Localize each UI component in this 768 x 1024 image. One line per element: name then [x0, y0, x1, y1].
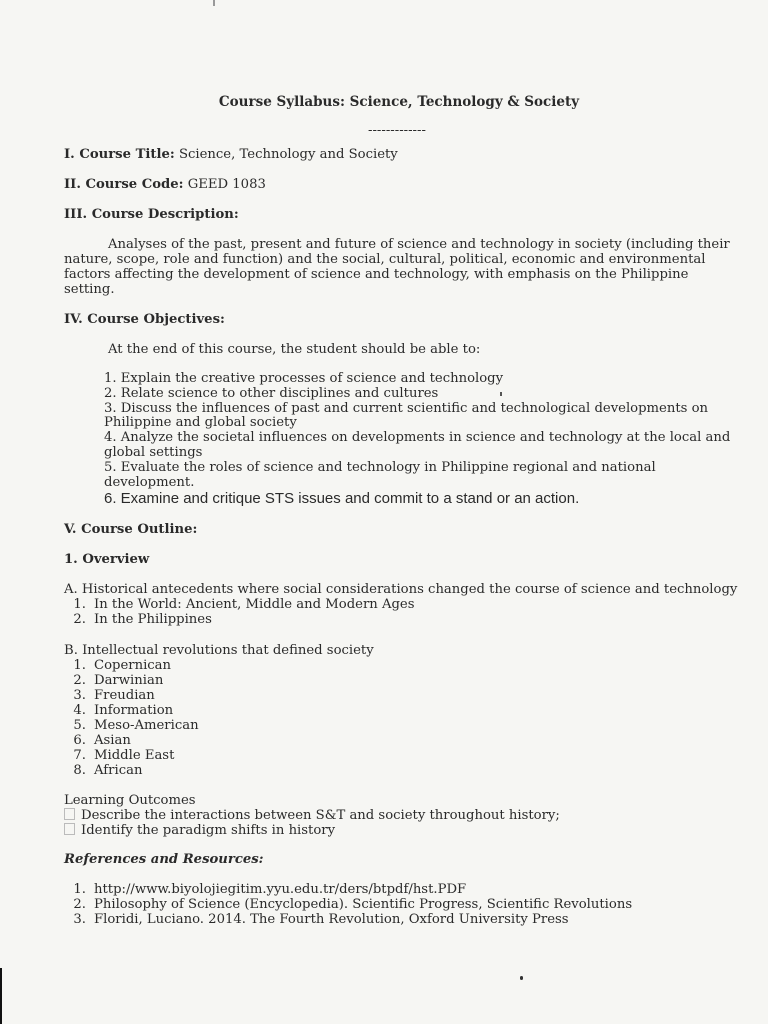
title-divider: ------------- [368, 123, 426, 138]
course-title-label: I. Course Title: [64, 147, 175, 162]
references-heading: References and Resources: [64, 852, 264, 867]
list-item: 6. Asian [73, 733, 131, 748]
reference-item: 3. Floridi, Luciano. 2014. The Fourth Revolution, Oxford University Press [73, 912, 569, 927]
list-item: 2. In the Philippines [73, 612, 212, 627]
course-description-heading: III. Course Description: [64, 207, 239, 222]
objective-line: 4. Analyze the societal influences on developments in science and technology at the local and [104, 430, 731, 445]
objective-line: 2. Relate science to other disciplines and cultures [104, 386, 439, 401]
objective-line: 1. Explain the creative processes of science and technology [104, 371, 504, 386]
objective-line: 6. Examine and critique STS issues and commit to a stand or an action. [104, 490, 580, 507]
reference-item: 1. http://www.biyolojiegitim.yyu.edu.tr/ders/btpdf/hst.PDF [73, 882, 467, 897]
list-item: 4. Information [73, 703, 174, 718]
course-code-value: GEED 1083 [187, 177, 266, 192]
description-line: Analyses of the past, present and future of science and technology in society (including their [108, 237, 730, 252]
overview-heading: 1. Overview [64, 552, 150, 567]
learning-outcomes-heading: Learning Outcomes [64, 793, 196, 808]
course-code-label: II. Course Code: [64, 177, 184, 192]
objective-line: 3. Discuss the influences of past and current scientific and technological developments on [104, 401, 709, 416]
course-objectives-heading: IV. Course Objectives: [64, 312, 225, 327]
page-title: Course Syllabus: Science, Technology & Society [218, 94, 580, 110]
list-item: 1. In the World: Ancient, Middle and Modern Ages [73, 597, 415, 612]
checkbox-icon [64, 808, 75, 820]
list-item: 1. Copernican [73, 658, 172, 673]
objective-line: global settings [104, 445, 203, 460]
course-title-row [64, 147, 398, 162]
objective-line: Philippine and global society [104, 415, 297, 430]
scan-mark-top [213, 0, 215, 6]
list-item: Identify the paradigm shifts in history [64, 823, 335, 838]
outline-b-heading: B. Intellectual revolutions that defined society [64, 643, 374, 658]
description-line: setting. [64, 282, 115, 297]
objective-line: 5. Evaluate the roles of science and technology in Philippine regional and national [104, 460, 656, 475]
checkbox-icon [64, 823, 75, 835]
outline-a-heading: A. Historical antecedents where social considerations changed the course of science and technology [64, 582, 738, 597]
list-item: 3. Freudian [73, 688, 155, 703]
objectives-intro: At the end of this course, the student should be able to: [108, 342, 481, 357]
list-item: 7. Middle East [73, 748, 175, 763]
list-item: Describe the interactions between S&T and society throughout history; [64, 808, 560, 823]
reference-item: 2. Philosophy of Science (Encyclopedia). Scientific Progress, Scientific Revolutions [73, 897, 633, 912]
scan-edge-line [0, 968, 2, 1024]
list-item: 5. Meso-American [73, 718, 199, 733]
scan-mark-dot [500, 392, 502, 396]
scan-mark-dot [520, 976, 523, 980]
course-code-row [64, 177, 266, 192]
list-item: 2. Darwinian [73, 673, 164, 688]
course-outline-heading: V. Course Outline: [64, 522, 198, 537]
objective-line: development. [104, 475, 195, 490]
description-line: factors affecting the development of science and technology, with emphasis on the Philippine [64, 267, 689, 282]
list-item: 8. African [73, 763, 143, 778]
course-title-value: Science, Technology and Society [178, 147, 398, 162]
description-line: nature, scope, role and function) and the social, cultural, political, economic and environmental [64, 252, 706, 267]
